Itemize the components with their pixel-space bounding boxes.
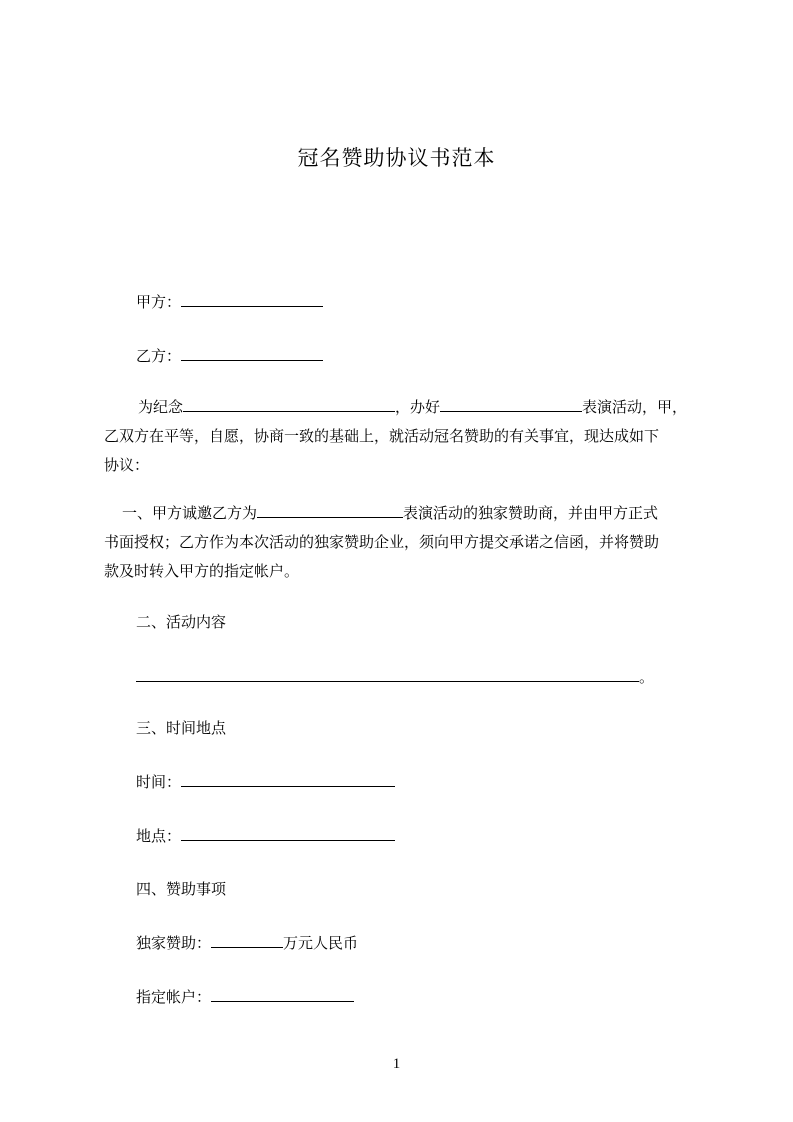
exclusive-unit: 万元人民币 [283,934,359,952]
section-3-heading: 三、时间地点 [136,719,227,737]
intro-text-3: 表演活动，甲， [582,398,688,416]
place-line [136,825,395,846]
party-a-blank[interactable] [181,291,323,307]
intro-line-3: 协议： [104,456,150,474]
party-b-blank[interactable] [181,345,323,361]
activity-content-line [136,666,654,687]
account-label: 指定帐户： [136,988,212,1006]
intro-line-1 [104,393,704,422]
intro-text-2: ，办好 [395,398,441,416]
event-blank[interactable] [440,396,582,412]
intro-text-1: 为纪念 [138,398,184,416]
activity-content-blank[interactable] [136,666,639,682]
section-4-heading: 四、赞助事项 [136,880,227,898]
clause-1-text-1: 一、甲方诚邀乙方为 [122,504,258,522]
clause-1-line-1 [104,499,704,528]
exclusive-sponsorship-line [136,932,358,953]
clause-1-line-2: 书面授权；乙方作为本次活动的独家赞助企业，须向甲方提交承诺之信函，并将赞助 [104,533,660,551]
intro-paragraph [104,393,704,480]
party-a-label: 甲方： [136,293,182,311]
account-blank[interactable] [211,986,354,1002]
clause-1-text-2: 表演活动的独家赞助商，并由甲方正式 [403,504,659,522]
activity-content-end: 。 [639,668,655,686]
party-a-line [136,291,323,312]
time-label: 时间： [136,773,182,791]
clause-1-paragraph [104,499,704,586]
party-b-line [136,345,323,366]
intro-line-2: 乙双方在平等，自愿，协商一致的基础上，就活动冠名赞助的有关事宜，现达成如下 [104,427,660,445]
page-number: 1 [392,1056,401,1072]
place-label: 地点： [136,827,182,845]
account-line [136,986,354,1007]
place-blank[interactable] [181,825,395,841]
party-b-label: 乙方： [136,347,182,365]
commemorate-blank[interactable] [183,396,395,412]
time-blank[interactable] [181,771,395,787]
document-title: 冠名赞助协议书范本 [297,146,496,170]
exclusive-label: 独家赞助： [136,934,212,952]
amount-blank[interactable] [211,932,283,948]
section-2-heading: 二、活动内容 [136,613,227,631]
sponsor-event-blank[interactable] [257,502,403,518]
clause-1-line-3: 款及时转入甲方的指定帐户。 [104,562,300,580]
time-line [136,771,395,792]
